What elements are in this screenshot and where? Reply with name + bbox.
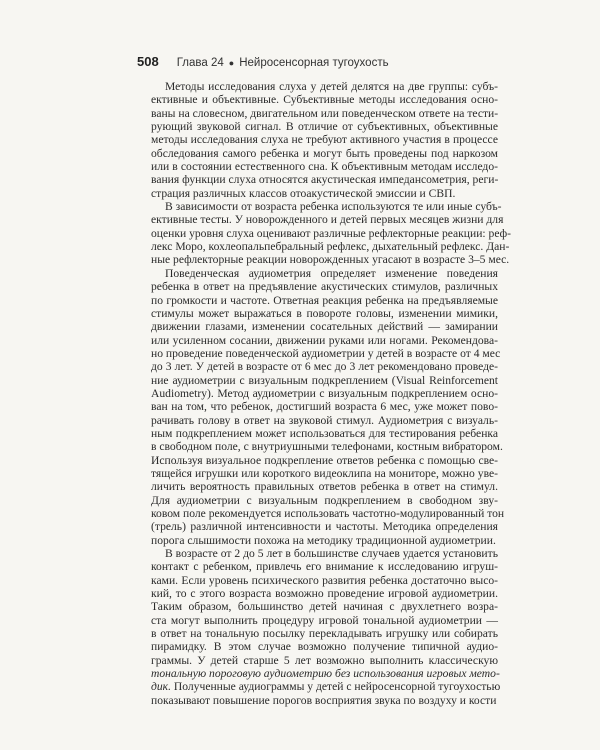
text-line: оценки уровня слуха оценивают различные рефлекторные реакции: реф- (151, 226, 512, 240)
text-line: тональную пороговую аудиометрию без использования игровых мето- (151, 667, 500, 681)
text-line: страция различных классов отоакустической эмиссии и СВП. (151, 186, 456, 200)
text-line: (трель) различной интенсивности и частоты. Методика определения (151, 520, 498, 534)
page-number: 508 (137, 54, 159, 69)
text-line: пирамидку. В этом случае возможно получение типичной аудио- (151, 640, 498, 654)
text-line: но проведение поведенческой аудиометрии у детей в возрасте от 4 мес (151, 346, 501, 360)
text-line: до 3 лет. У детей в возрасте от 6 мес до 3 лет рекомендовано проведе- (151, 360, 498, 374)
text-line: лекс Моро, кохлеопальпебральный рефлекс, дыхательный рефлекс. Дан- (151, 240, 510, 254)
text-line: ные рефлекторные реакции новорожденных угасают в возрасте 3–5 мес. (151, 253, 510, 267)
text-line: обследования самого ребенка и могут быть проведены под наркозом (151, 146, 498, 160)
text-line: граммы. У детей старше 5 лет возможно выполнить классическую (151, 653, 498, 667)
paragraph (137, 80, 498, 200)
text-line: ста могут выполнить процедуру игровой тональной аудиометрии — (151, 613, 498, 627)
text-line: ние аудиометрии с визуальным подкреплением (Visual Reinforcement (151, 373, 498, 387)
text-line: Поведенческая аудиометрия определяет изменение поведения (165, 266, 498, 280)
bullet-separator: ● (228, 58, 235, 68)
text-line: кий, то с этого возраста возможно проведение игровой аудиометрии. (151, 587, 498, 601)
text-line: ван на том, что ребенок, достигший возраста 6 мес, уже может пово- (151, 400, 498, 414)
text-line: показывают повышение порогов восприятия звука по воздуху и кости (151, 693, 497, 707)
chapter-title: Нейросенсорная тугоухость (239, 57, 389, 69)
text-line: ребенка в ответ на предъявление акустических стимулов, различных (151, 280, 498, 294)
text-line: порога слышимости похожа на методику традиционной аудиометрии. (151, 533, 496, 547)
text-line: Методы исследования слуха у детей делятся на две группы: субъ- (165, 80, 498, 93)
text-line: В зависимости от возраста ребенка используются те или иные субъ- (165, 200, 502, 214)
text-line: методы исследования слуха не требуют активного участия в процессе (151, 133, 498, 147)
text-line: ным подкреплением может использоваться для тестирования ребенка (151, 426, 498, 440)
text-line: или усиленном сосании, движении руками или ногами. Рекомендова- (151, 333, 498, 347)
text-line: Для аудиометрии с визуальным подкреплением в свободном зву- (151, 493, 498, 507)
text-line: Audiometry). Метод аудиометрии с визуальным подкреплением осно- (151, 386, 498, 400)
chapter-label: Глава 24 (176, 57, 224, 69)
text-line: В возрасте от 2 до 5 лет в большинстве случаев удается установить (165, 547, 498, 561)
text-line: ективные и объективные. Субъективные методы исследования осно- (151, 93, 498, 107)
text-line: ективные тесты. У новорожденного и детей первых месяцев жизни для (151, 213, 504, 227)
text-line: в ответ на тональную посылку перекладывать игрушку или собирать (151, 627, 498, 641)
text-line: рующий звуковой сигнал. В отличие от субъективных, объективные (151, 120, 498, 134)
text-line: Используя визуальное подкрепление ответов ребенка с помощью све- (151, 453, 498, 467)
text-line: ками. Если уровень психического развития ребенка достаточно высо- (151, 573, 498, 587)
paragraph (137, 266, 505, 547)
text-line: контакт с ребенком, привлечь его внимание к исследованию игруш- (151, 560, 498, 574)
body-text (137, 80, 512, 707)
text-line: личить вероятность правильных ответов ребенка в ответ на стимул. (151, 480, 498, 494)
paragraph (137, 200, 512, 267)
text-line: в свободном поле, с внутриушными телефонами, костным вибратором. (151, 440, 503, 454)
running-header (137, 54, 389, 69)
text-line: Таким образом, большинство детей начиная с двухлетнего возра- (151, 600, 498, 614)
text-line: ваны на словесном, двигательном или поведенческом ответе на тести- (151, 106, 499, 120)
text-line: по громкости и частоте. Ответная реакция ребенка на предъявляемые (151, 293, 498, 307)
text-line: тящейся игрушки или короткого видеоклипа на мониторе, можно уве- (151, 466, 498, 480)
text-line: движении глазами, изменении сосательных действий — замирании (151, 320, 498, 334)
text-line: или в состоянии естественного сна. К объективным методам исследо- (151, 160, 498, 174)
text-line: стимулы может выражаться в повороте головы, изменении мимики, (151, 306, 498, 320)
paragraph (137, 547, 501, 707)
text-line: вания функции слуха относятся акустическая импедансометрия, реги- (151, 173, 499, 187)
text-line: ковом поле рекомендуется использовать частотно-модулированный тон (151, 507, 505, 520)
text-line: дик. Полученные аудиограммы у детей с нейросенсорной тугоухостью (151, 680, 501, 694)
text-line: рачивать голову в ответ на звуковой стимул. Аудиометрия с визуаль- (151, 413, 498, 427)
